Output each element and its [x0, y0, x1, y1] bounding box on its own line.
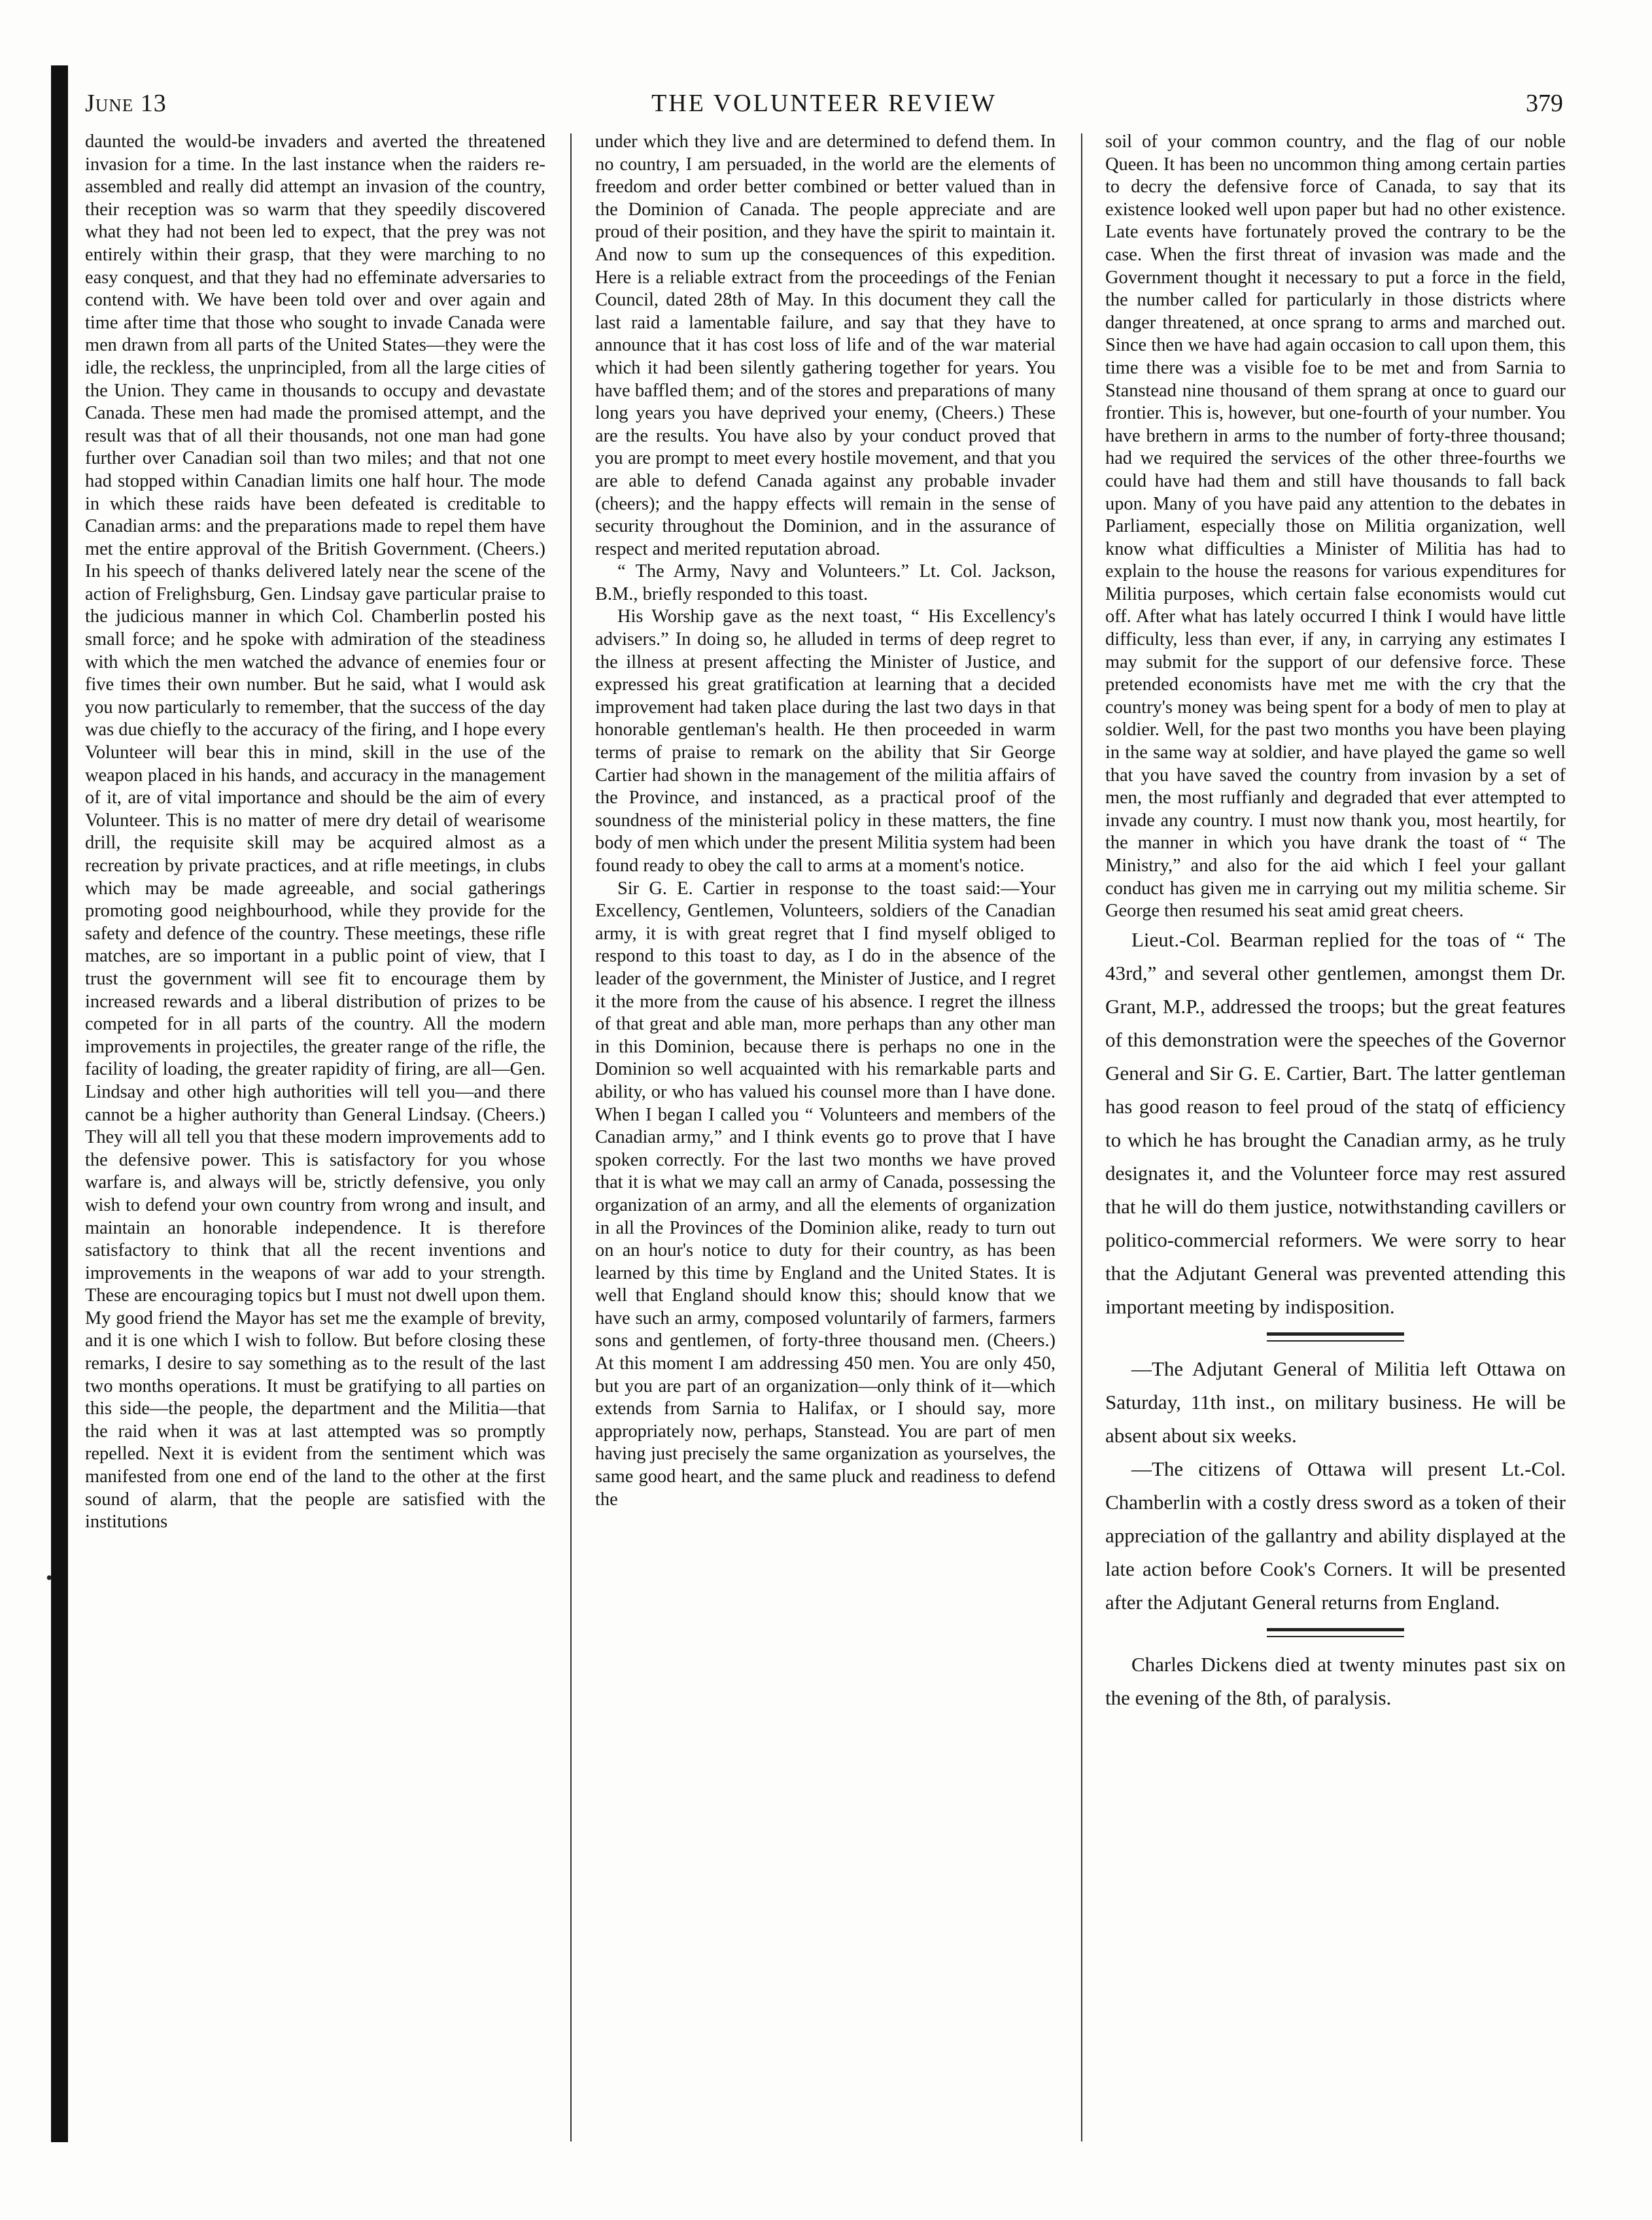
- page-header: [85, 84, 1563, 123]
- news-item: —The citizens of Ottawa will present Lt.-Col. Chamberlin with a costly dress sword as a token of their appreciation of the gallantry and ability displayed at the late action before Cook's Corners. It will be presented after the Adjutant General returns from England.: [1105, 1457, 1566, 1614]
- column-1: [85, 131, 545, 2145]
- paragraph: “ The Army, Navy and Volunteers.” Lt. Col. Jackson, B.M., briefly responded to this toast.: [595, 561, 1056, 604]
- column-2: [595, 131, 1056, 2145]
- paragraph: daunted the would-be invaders and averted the threatened invasion for a time. In the last instance when the raiders re-assembled and really did attempt an invasion of the country, their reception was so warm that they speedily discovered what they had not been led to expect, that the prey was not entirely within their grasp, that they were marching to no easy conquest, and that they had no effeminate adversaries to contend with. We have been told over and over again and time after time that those who sought to invade Canada were men drawn from all parts of the United States—they were the idle, the reckless, the unprincipled, from all the large cities of the Union. They came in thousands to occupy and devastate Canada. These men had made the promised attempt, and the result was that of all their thousands, not one man had gone further over Canadian soil than two miles; and that not one had stopped within Canadian limits one half hour. The mode in which these raids have been defeated is creditable to Canadian arms: and the preparations made to repel them have met the entire approval of the British Government. (Cheers.) In his speech of thanks delivered lately near the scene of the action of Frelighsburg, Gen. Lindsay gave particular praise to the judicious manner in which Col. Chamberlin posted his small force; and he spoke with admiration of the steadiness with which the men watched the advance of enemies four or five times their own number. But he said, what I would ask you now particularly to remember, that the success of the day was due chiefly to the accuracy of the firing, and I hope every Volunteer will bear this in mind, skill in the use of the weapon placed in his hands, and accuracy in the management of it, are of vital importance and should be the aim of every Volunteer. This is no matter of mere dry detail of wearisome drill, the requisite skill may be acquired almost as a recreation by private practices, and at rifle meetings, in clubs which may be made agreeable, and social gatherings promoting good neighbourhood, while they provide for the safety and defence of the country. These meetings, these rifle matches, are so important in a public point of view, that I trust the government will see fit to encourage them by increased rewards and a liberal distribution of prizes to be competed for in all parts of the country. All the modern improvements in projectiles, the greater range of the rifle, the facility of loading, the greater rapidity of firing, are all—Gen. Lindsay and other high authorities will tell you—and there cannot be a higher authority than General Lindsay. (Cheers.) They will all tell you that these modern improvements add to the defensive power. This is satisfactory for you whose warfare is, and always will be, strictly defensive, you only wish to defend your own country from wrong and insult, and maintain an honorable independence. It is therefore satisfactory to think that all the recent inventions and improvements in the weapons of war add to your strength. These are encouraging topics but I must not dwell upon them. My good friend the Mayor has set me the example of brevity, and it is one which I wish to follow. But before closing these remarks, I desire to say something as to the result of the last two months operations. It must be gratifying to all parties on this side—the people, the department and the Militia—that the raid when it was at last attempted was so promptly repelled. Next it is evident from the sentiment which was manifested from one end of the land to the other at the first sound of alarm, that the people are satisfied with the institutions: [85, 131, 545, 1533]
- binding-edge-bar: [51, 65, 68, 2142]
- column-3-lower: [1105, 923, 1566, 1714]
- column-rule-2: [1081, 133, 1082, 2142]
- paragraph: His Worship gave as the next toast, “ His Excellency's advisers.” In doing so, he alluded in terms of deep regret to the illness at present affecting the Minister of Justice, and expressed his great gratification at learning that a decided improvement had taken place during the last two days in that honorable gentleman's health. He then proceeded in warm terms of praise to remark on the ability that Sir George Cartier had shown in the management of the militia affairs of the Province, and instanced, as a practical proof of the soundness of the ministerial policy in these matters, the fine body of men which under the present Militia system had been found ready to obey the call to arms at a moment's notice.: [595, 606, 1056, 876]
- column-rule-1: [570, 133, 572, 2142]
- header-title: THE VOLUNTEER REVIEW: [651, 90, 997, 117]
- news-item: —The Adjutant General of Militia left Ottawa on Saturday, 11th inst., on military business. He will be absent about six weeks.: [1105, 1357, 1566, 1447]
- margin-mark: •: [46, 1567, 53, 1589]
- column-3: [1105, 131, 1566, 2145]
- section-divider: [1267, 1332, 1404, 1342]
- paragraph: under which they live and are determined to defend them. In no country, I am persuaded, in the world are the elements of freedom and order better combined or better valued than in the Dominion of Canada. The people appreciate and are proud of their position, and they have the spirit to maintain it. And now to sum up the consequences of this expedition. Here is a reliable extract from the proceedings of the Fenian Council, dated 28th of May. In this document they call the last raid a lamentable failure, and say that they have to announce that it has cost loss of life and of the war material which it had been silently gathering together for years. You have baffled them; and of the stores and preparations of many long years you have deprived your enemy, (Cheers.) These are the results. You have also by your conduct proved that you are prompt to meet every hostile movement, and that you are able to defend Canada against any probable invader (cheers); and the happy effects will remain in the sense of security throughout the Dominion, and in the assurance of respect and merited reputation abroad.: [595, 131, 1056, 559]
- paragraph: Sir G. E. Cartier in response to the toast said:—Your Excellency, Gentlemen, Volunteers, soldiers of the Canadian army, it is with great regret that I find myself obliged to respond to this toast to day, as I do in the absence of the leader of the government, the Minister of Justice, and I regret it the more from the cause of his absence. I regret the illness of that great and able man, more perhaps than any other man in this Dominion, because there is perhaps no one in the Dominion so well acquainted with his remarkable parts and ability, or who has valued his counsel more than I have done. When I began I called you “ Volunteers and members of the Canadian army,” and I think events go to prove that I have spoken correctly. For the last two months we have proved that it is what we may call an army of Canada, possessing the organization of an army, and all the elements of organization in all the Provinces of the Dominion alike, ready to turn out on an hour's notice to duty for their country, as has been learned by this time by England and the United States. It is well that England should know this; should know that we have such an army, composed voluntarily of farmers, farmers sons and gentlemen, of forty-three thousand men. (Cheers.) At this moment I am addressing 450 men. You are only 450, but you are part of an organization—only think of it—which extends from Sarnia to Halifax, or I should say, more appropriately now, perhaps, Stanstead. You are part of men having just precisely the same organization as yourselves, the same good heart, and the same pluck and readiness to defend the: [595, 878, 1056, 1510]
- news-item: Charles Dickens died at twenty minutes past six on the evening of the 8th, of paralysis.: [1105, 1652, 1566, 1709]
- header-date: June 13: [85, 90, 167, 117]
- section-divider: [1267, 1628, 1404, 1637]
- paragraph: soil of your common country, and the flag of our noble Queen. It has been no uncommon thing among certain parties to decry the defensive force of Canada, to say that its existence looked well upon paper but had no other existence. Late events have fortunately proved the contrary to be the case. When the first threat of invasion was made and the Government thought it necessary to put a force in the field, the number called for particularly in those districts where danger threatened, at once sprang to arms and marched out. Since then we have had again occasion to call upon them, this time there was a visible foe to be met and from Sarnia to Stanstead nine thousand of them sprang at once to guard our frontier. This is, however, but one-fourth of your number. You have brethern in arms to the number of forty-three thousand; had we required the services of the other three-fourths we could have had them and still have thousands to fall back upon. Many of you have paid any attention to the debates in Parliament, especially those on Militia organization, well know what difficulties a Minister of Militia has had to explain to the house the reasons for various expenditures for Militia purposes, which certain false economists would cut off. After what has lately occurred I think I would have little difficulty, less than ever, if any, in carrying any estimates I may submit for the support of our defensive force. These pretended economists have met me with the cry that the country's money was being spent for a body of men to play at soldier. Well, for the past two months you have been playing in the same way at soldier, and have played the game so well that you have saved the country from invasion by a set of men, the most ruffianly and degraded that ever attempted to invade any country. I must now thank you, most heartily, for the manner in which you have drank the toast of “ The Ministry,” and also for the aid which I feel your gallant conduct has given me in carrying out my militia scheme. Sir George then resumed his seat amid great cheers.: [1105, 131, 1566, 922]
- header-page-number: 379: [1526, 90, 1563, 117]
- paragraph: Lieut.-Col. Bearman replied for the toas of “ The 43rd,” and several other gentlemen, amongst them Dr. Grant, M.P., addressed the troops; but the great features of this demonstration were the speeches of the Governor General and Sir G. E. Cartier, Bart. The latter gentleman has good reason to feel proud of the statq of efficiency to which he has brought the Canadian army, as he truly designates it, and the Volunteer force may rest assured that he will do them justice, notwithstanding cavillers or politico-commercial reformers. We were sorry to hear that the Adjutant General was prevented attending this important meeting by indisposition.: [1105, 928, 1566, 1318]
